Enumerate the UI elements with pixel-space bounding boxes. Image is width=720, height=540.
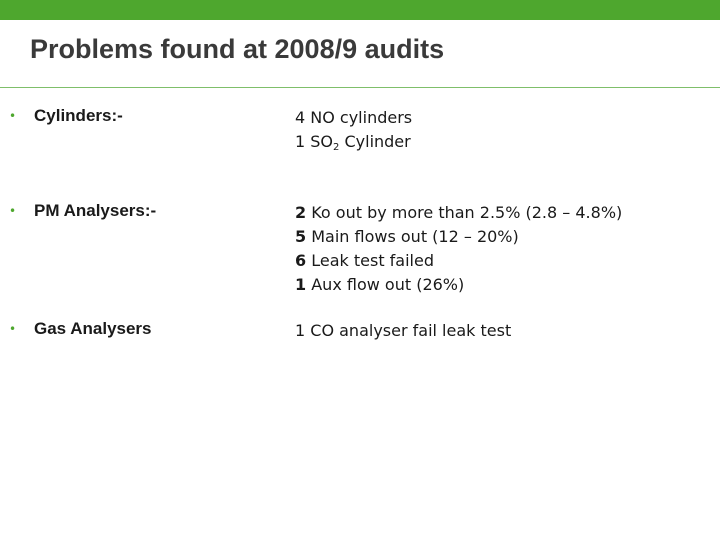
detail-line: 5 Main flows out (12 – 20%)	[295, 227, 519, 246]
detail-line: 4 NO cylinders	[295, 108, 413, 127]
bullet-icon: •	[9, 204, 17, 218]
detail-line: 1 Aux flow out (26%)	[295, 275, 465, 294]
item-label: Cylinders:-	[34, 106, 123, 125]
item-details	[295, 201, 622, 297]
bullet-icon: •	[9, 109, 17, 123]
item-details	[295, 106, 412, 154]
detail-line: 2 Ko out by more than 2.5% (2.8 – 4.8%)	[295, 203, 623, 222]
detail-line: 1 $SO_2$ Cylinder	[295, 132, 411, 153]
detail-line: 6 Leak test failed	[295, 251, 434, 270]
bullet-icon: •	[9, 322, 17, 336]
subscript: 2	[333, 142, 340, 153]
count-value: 1	[295, 275, 307, 294]
count-value: 5	[295, 227, 307, 246]
item-details	[295, 319, 511, 343]
header-accent-bar	[0, 0, 720, 20]
page-title: Problems found at 2008/9 audits	[30, 34, 445, 64]
count-value: 6	[295, 251, 307, 270]
title-divider	[0, 87, 720, 88]
item-label: Gas Analysers	[34, 319, 152, 338]
detail-line: 1 CO analyser fail leak test	[295, 321, 512, 340]
item-label: PM Analysers:-	[34, 201, 157, 220]
count-value: 2	[295, 203, 307, 222]
